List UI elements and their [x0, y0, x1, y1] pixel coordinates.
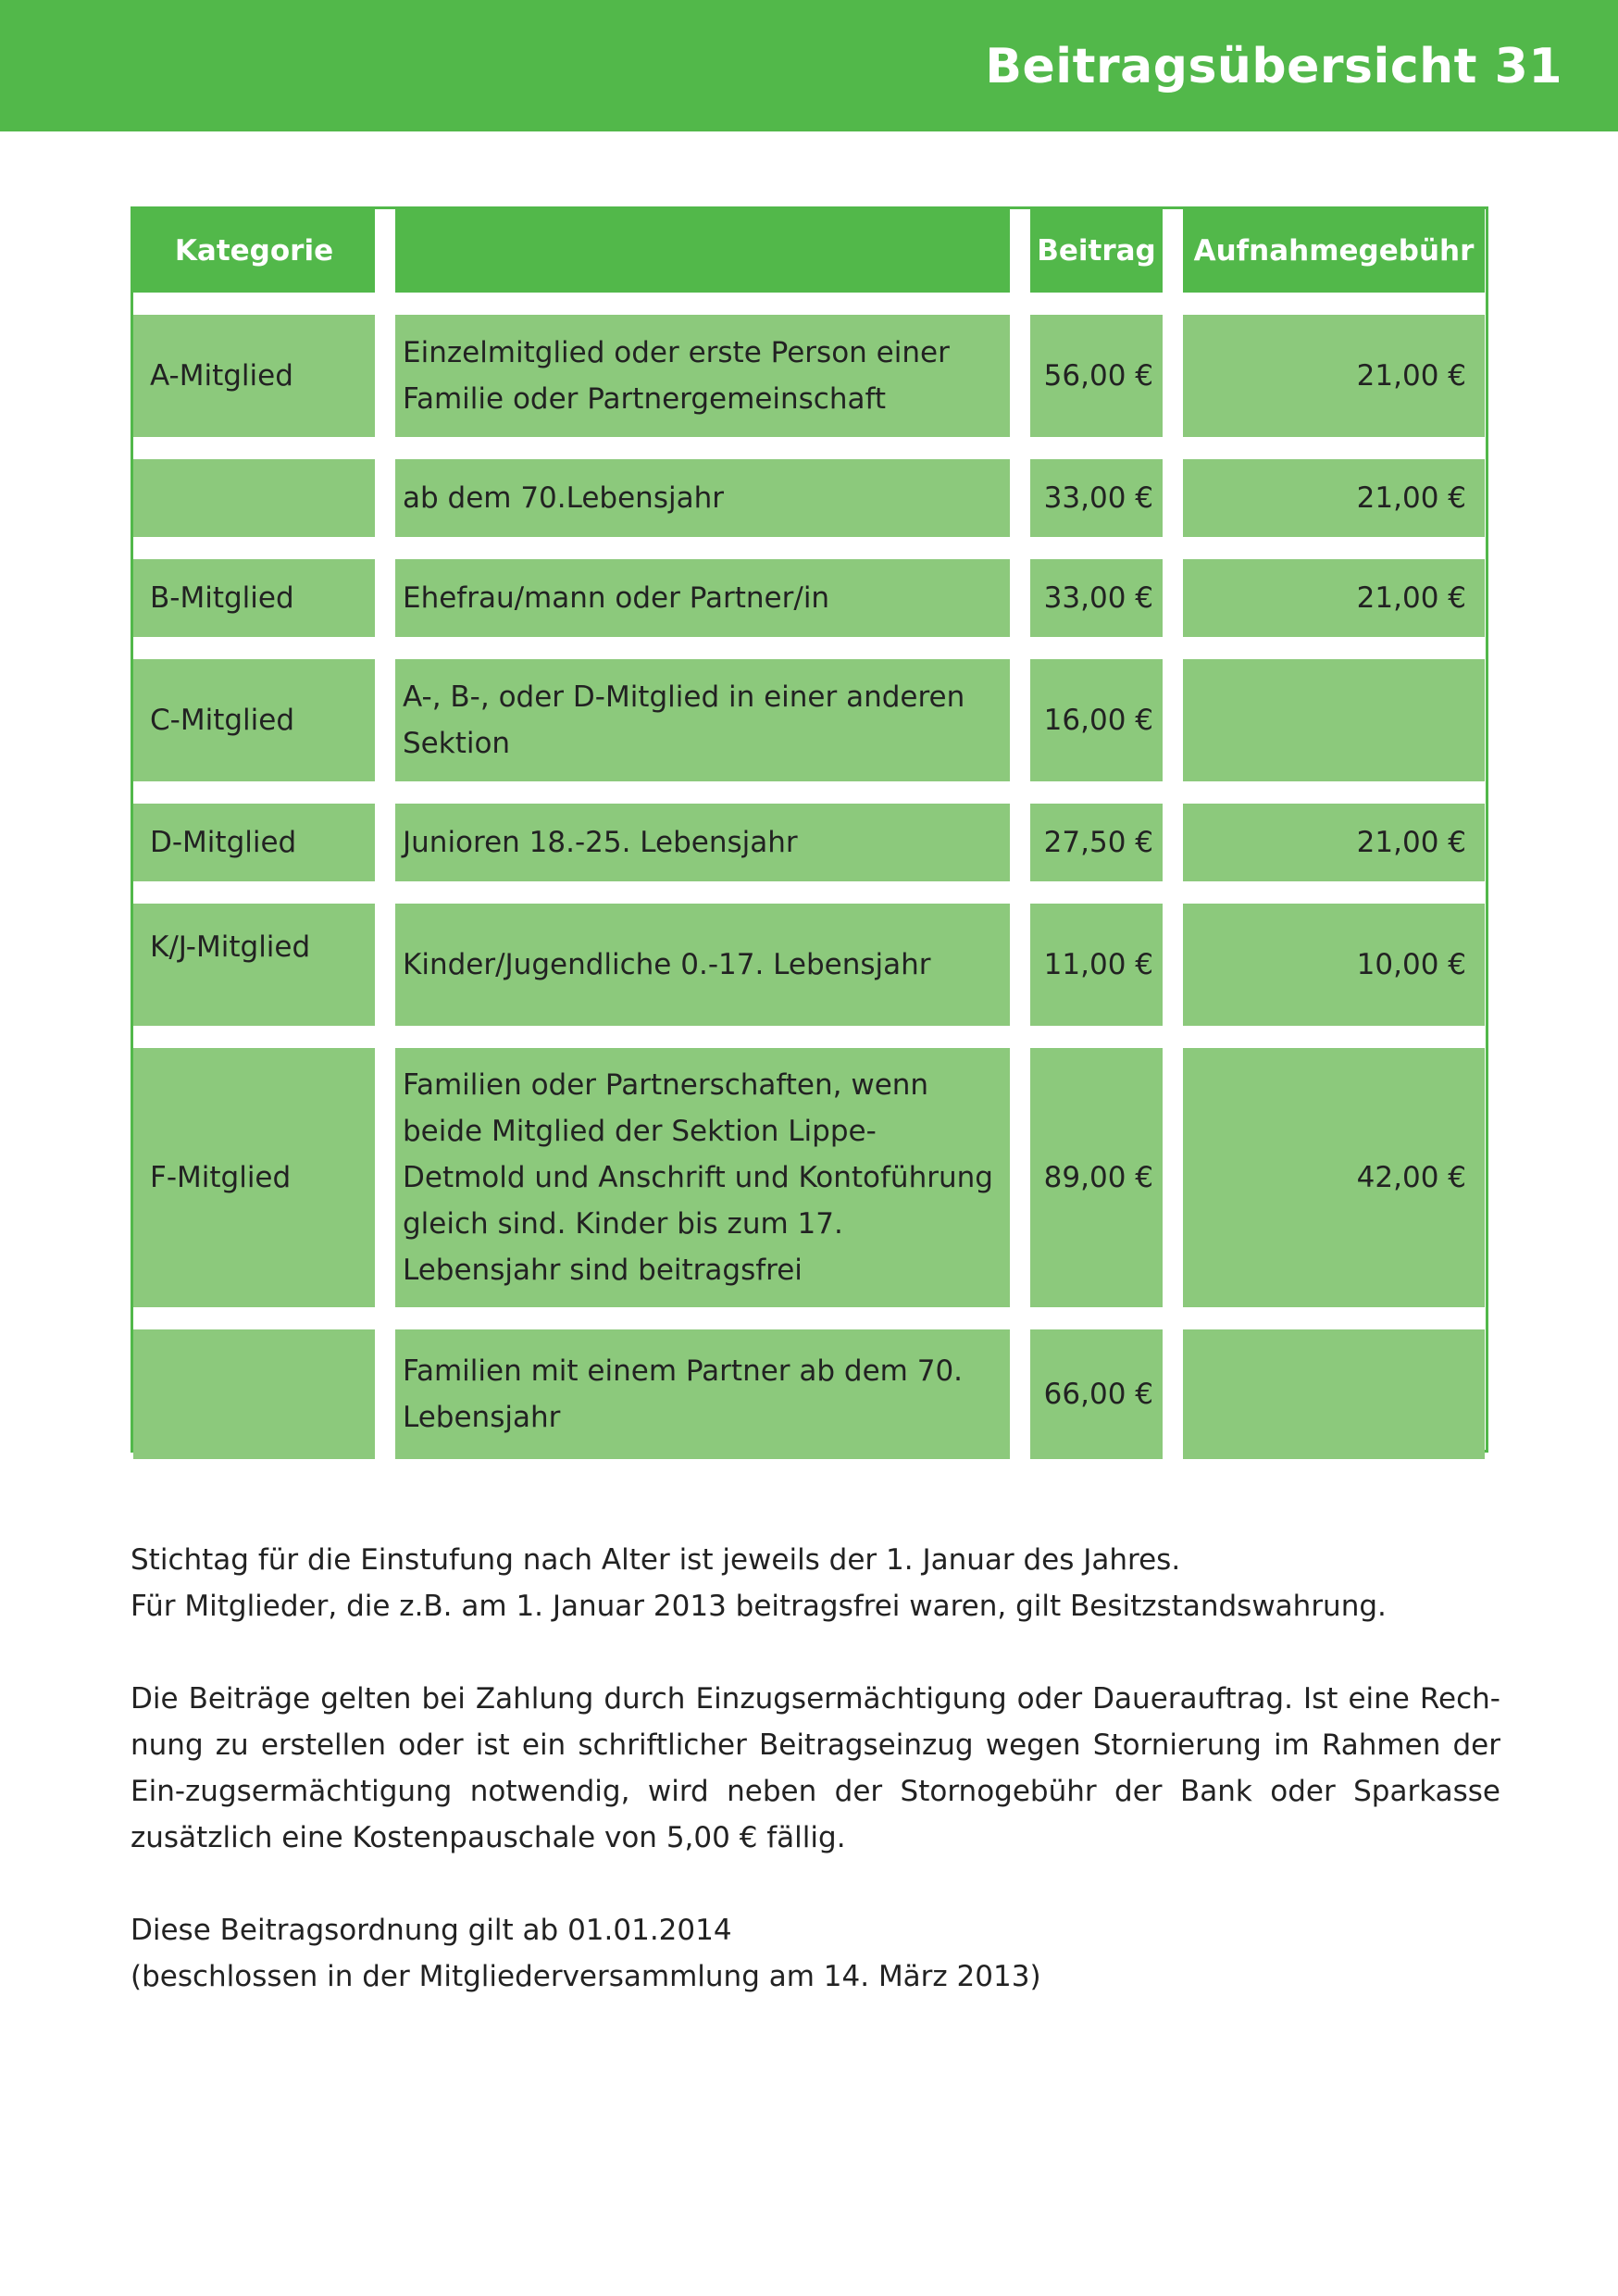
row-category — [133, 1329, 375, 1459]
row-description: ab dem 70.Lebensjahr — [395, 459, 1010, 537]
row-category: K/J-Mitglied — [133, 904, 375, 1026]
row-category: D-Mitglied — [133, 804, 375, 881]
row-admission: 21,00 € — [1183, 559, 1485, 637]
row-fee: 33,00 € — [1030, 559, 1163, 637]
row-fee: 56,00 € — [1030, 315, 1163, 437]
row-description: Junioren 18.-25. Lebensjahr — [395, 804, 1010, 881]
fee-table — [131, 206, 1488, 1453]
row-category: B-Mitglied — [133, 559, 375, 637]
notes-section — [131, 1537, 1500, 2000]
row-category — [133, 459, 375, 537]
note-vested-rights: Für Mitglieder, die z.B. am 1. Januar 2013 beitragsfrei waren, gilt Besitzstandswahrung. — [131, 1590, 1387, 1623]
column-header-description — [395, 209, 1010, 293]
header-bar — [0, 0, 1618, 131]
row-category: C-Mitglied — [133, 659, 375, 781]
column-header-admission: Aufnahmegebühr — [1183, 209, 1485, 293]
row-description: Kinder/Jugendliche 0.-17. Lebensjahr — [395, 904, 1010, 1026]
row-fee: 66,00 € — [1030, 1329, 1163, 1459]
row-description: Einzelmitglied oder erste Person einer Familie oder Partnergemeinschaft — [395, 315, 1010, 437]
note-reference-date: Stichtag für die Einstufung nach Alter ist jeweils der 1. Januar des Jahres. — [131, 1543, 1181, 1577]
row-admission: 21,00 € — [1183, 804, 1485, 881]
row-admission: 21,00 € — [1183, 315, 1485, 437]
row-fee: 33,00 € — [1030, 459, 1163, 537]
row-admission: 42,00 € — [1183, 1048, 1485, 1307]
row-admission — [1183, 659, 1485, 781]
note-payment-terms: Die Beiträge gelten bei Zahlung durch Einzugsermächtigung oder Dauerauftrag. Ist eine Rech-nung zu erstellen oder ist ein schriftlicher Beitragseinzug wegen Stornierung im Rahmen der Ein-zugsermächtigung notwendig, wird neben der Stornogebühr der Bank oder Sparkasse zusätzlich eine Kostenpauschale von 5,00 € fällig. — [131, 1682, 1500, 1854]
row-fee: 27,50 € — [1030, 804, 1163, 881]
row-admission: 21,00 € — [1183, 459, 1485, 537]
row-admission — [1183, 1329, 1485, 1459]
column-header-fee: Beitrag — [1030, 209, 1163, 293]
page-title: Beitragsübersicht 31 — [985, 39, 1562, 94]
note-valid-from: Diese Beitragsordnung gilt ab 01.01.2014 — [131, 1914, 732, 1947]
row-description: A-, B-, oder D-Mitglied in einer anderen Sektion — [395, 659, 1010, 781]
row-category: A-Mitglied — [133, 315, 375, 437]
row-fee: 89,00 € — [1030, 1048, 1163, 1307]
note-resolution: (beschlossen in der Mitgliederversammlung am 14. März 2013) — [131, 1960, 1041, 1993]
row-admission: 10,00 € — [1183, 904, 1485, 1026]
row-description: Familien mit einem Partner ab dem 70. Lebensjahr — [395, 1329, 1010, 1459]
row-fee: 11,00 € — [1030, 904, 1163, 1026]
row-fee: 16,00 € — [1030, 659, 1163, 781]
column-header-category: Kategorie — [133, 209, 375, 293]
row-description: Ehefrau/mann oder Partner/in — [395, 559, 1010, 637]
row-description: Familien oder Partnerschaften, wenn beide Mitglied der Sektion Lippe-Detmold und Anschrift und Kontoführung gleich sind. Kinder bis zum 17. Lebensjahr sind beitragsfrei — [395, 1048, 1010, 1307]
row-category: F-Mitglied — [133, 1048, 375, 1307]
